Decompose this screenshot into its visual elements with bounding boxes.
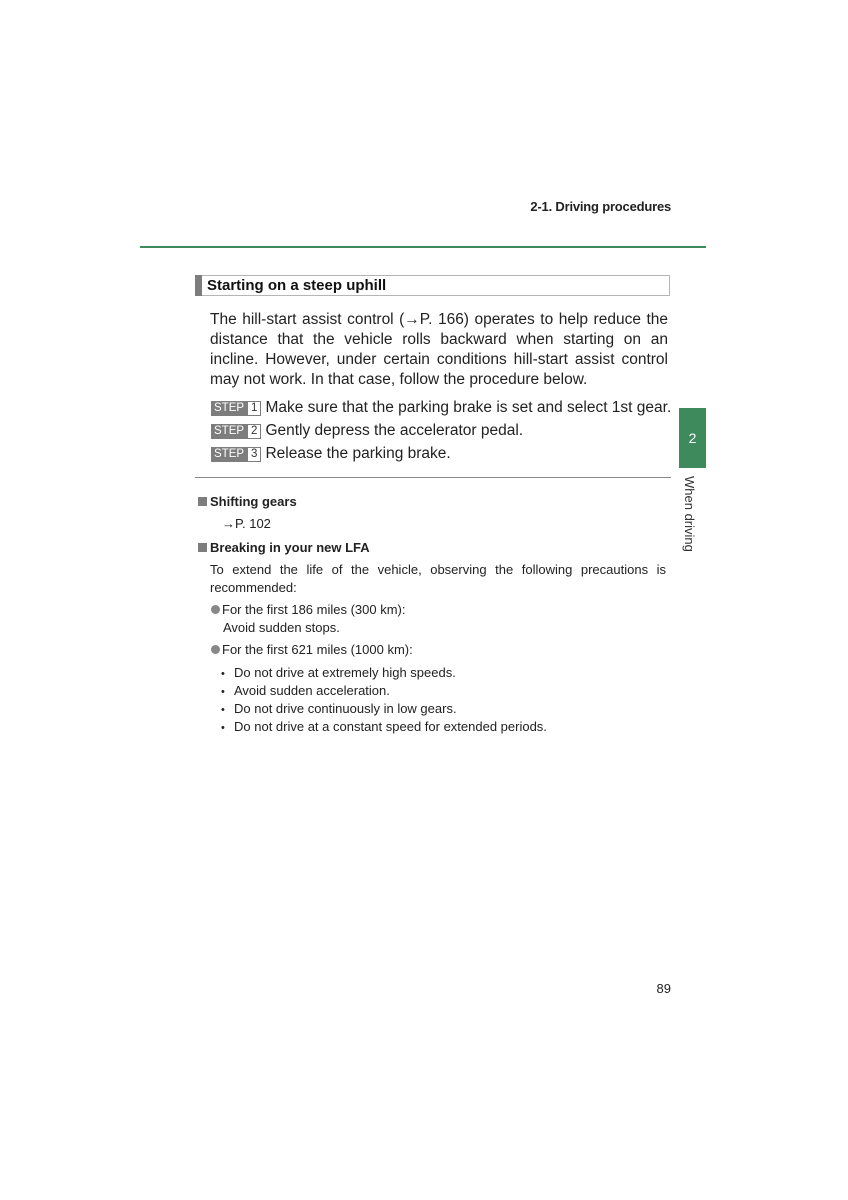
step-text: Gently depress the accelerator pedal. xyxy=(265,422,524,439)
intro-paragraph: The hill-start assist control (→P. 166) operates to help reduce the distance that the vehicle rolls backward when starting on an incline. However, under certain conditions hill-start assist control may not work. In that case, follow the procedure below. xyxy=(210,311,668,388)
circle-bullet-icon xyxy=(211,605,220,614)
step-number: 3 xyxy=(247,447,261,462)
second-interval xyxy=(211,642,413,657)
step-word: STEP xyxy=(211,424,247,439)
bullet-icon: • xyxy=(221,686,225,698)
chapter-side-label xyxy=(674,476,704,556)
chapter-tab[interactable] xyxy=(679,408,706,468)
step-number: 1 xyxy=(247,401,261,416)
section-divider xyxy=(195,477,671,478)
chapter-title: When driving xyxy=(682,476,697,552)
step-1 xyxy=(211,399,671,417)
bullet-icon: • xyxy=(221,722,225,734)
shifting-gears-heading xyxy=(198,494,297,509)
shifting-gears-reference[interactable]: →P. 102 xyxy=(222,516,271,531)
first-interval-item: Avoid sudden stops. xyxy=(223,620,340,635)
first-interval xyxy=(211,602,406,617)
step-word: STEP xyxy=(211,447,247,462)
second-interval-label: For the first 621 miles (1000 km): xyxy=(222,642,413,657)
step-badge xyxy=(211,424,261,439)
step-badge xyxy=(211,401,261,416)
first-interval-label: For the first 186 miles (300 km): xyxy=(222,602,406,617)
shifting-gears-title: Shifting gears xyxy=(210,494,297,509)
header-divider xyxy=(140,246,706,248)
breaking-in-title: Breaking in your new LFA xyxy=(210,540,370,555)
step-number: 2 xyxy=(247,424,261,439)
step-3 xyxy=(211,445,451,463)
step-2 xyxy=(211,422,523,440)
section-heading-box xyxy=(195,275,670,296)
section-heading-bar xyxy=(195,275,202,296)
circle-bullet-icon xyxy=(211,645,220,654)
step-word: STEP xyxy=(211,401,247,416)
step-text: Release the parking brake. xyxy=(265,445,451,462)
square-bullet-icon xyxy=(198,497,207,506)
running-header: 2-1. Driving procedures xyxy=(530,199,671,214)
chapter-number: 2 xyxy=(688,430,697,446)
breaking-in-text: To extend the life of the vehicle, observing the following precautions is recommended: xyxy=(210,562,666,595)
bullet-icon: • xyxy=(221,668,225,680)
step-text: Make sure that the parking brake is set and select 1st gear. xyxy=(265,399,672,416)
step-badge xyxy=(211,447,261,462)
square-bullet-icon xyxy=(198,543,207,552)
list-item: • Do not drive at a constant speed for extended periods. xyxy=(221,719,547,734)
list-item: • Do not drive continuously in low gears. xyxy=(221,701,457,716)
list-item: • Avoid sudden acceleration. xyxy=(221,683,390,698)
section-title: Starting on a steep uphill xyxy=(207,277,387,294)
list-item: • Do not drive at extremely high speeds. xyxy=(221,665,456,680)
page-number: 89 xyxy=(656,981,671,996)
breaking-in-heading xyxy=(198,540,370,555)
bullet-icon: • xyxy=(221,704,225,716)
